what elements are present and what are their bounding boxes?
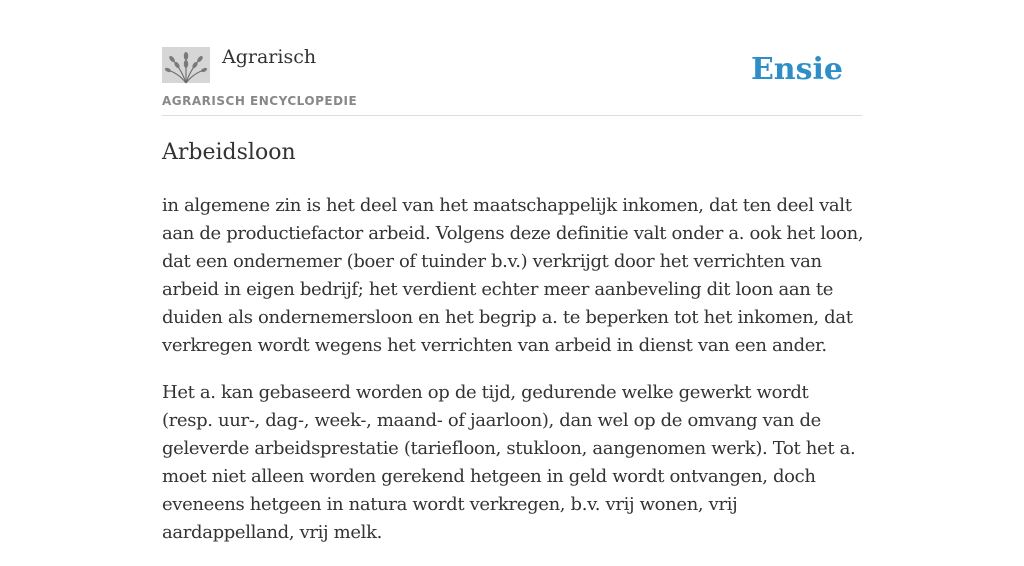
header-divider [162,115,862,116]
article-paragraph: in algemene zin is het deel van het maatschappelijk inkomen, dat ten deel valt aan de productiefactor arbeid. Volgens deze definitie valt onder a. ook het loon, dat een ondernemer (boer of tuinder b.v.) verkrijgt door het verrichten van arbeid in eigen bedrijf; het verdient echter meer aanbeveling dit loon aan te duiden als ondernemersloon en het begrip a. te beperken tot het inkomen, dat verkregen wordt wegens het verrichten van arbeid in dienst van een ander. [162,195,864,356]
source-subtitle: AGRARISCH ENCYCLOPEDIE [162,94,358,108]
wheat-ear-logo-icon[interactable] [162,47,210,83]
article-body [162,192,864,566]
source-name[interactable]: Agrarisch [222,46,317,68]
article-title: Arbeidsloon [162,140,296,165]
ensie-brand-link[interactable]: Ensie [750,52,843,87]
article-paragraph: Het a. kan gebaseerd worden op de tijd, gedurende welke gewerkt wordt (resp. uur-, dag-, week-, maand- of jaarloon), dan wel op de omvang van de geleverde arbeidsprestatie (tariefloon, stukloon, aangenomen werk). Tot het a. moet niet alleen worden gerekend hetgeen in geld wordt ontvangen, doch eveneens hetgeen in natura wordt verkregen, b.v. vrij wonen, vrij aardappelland, vrij melk. [162,382,856,543]
